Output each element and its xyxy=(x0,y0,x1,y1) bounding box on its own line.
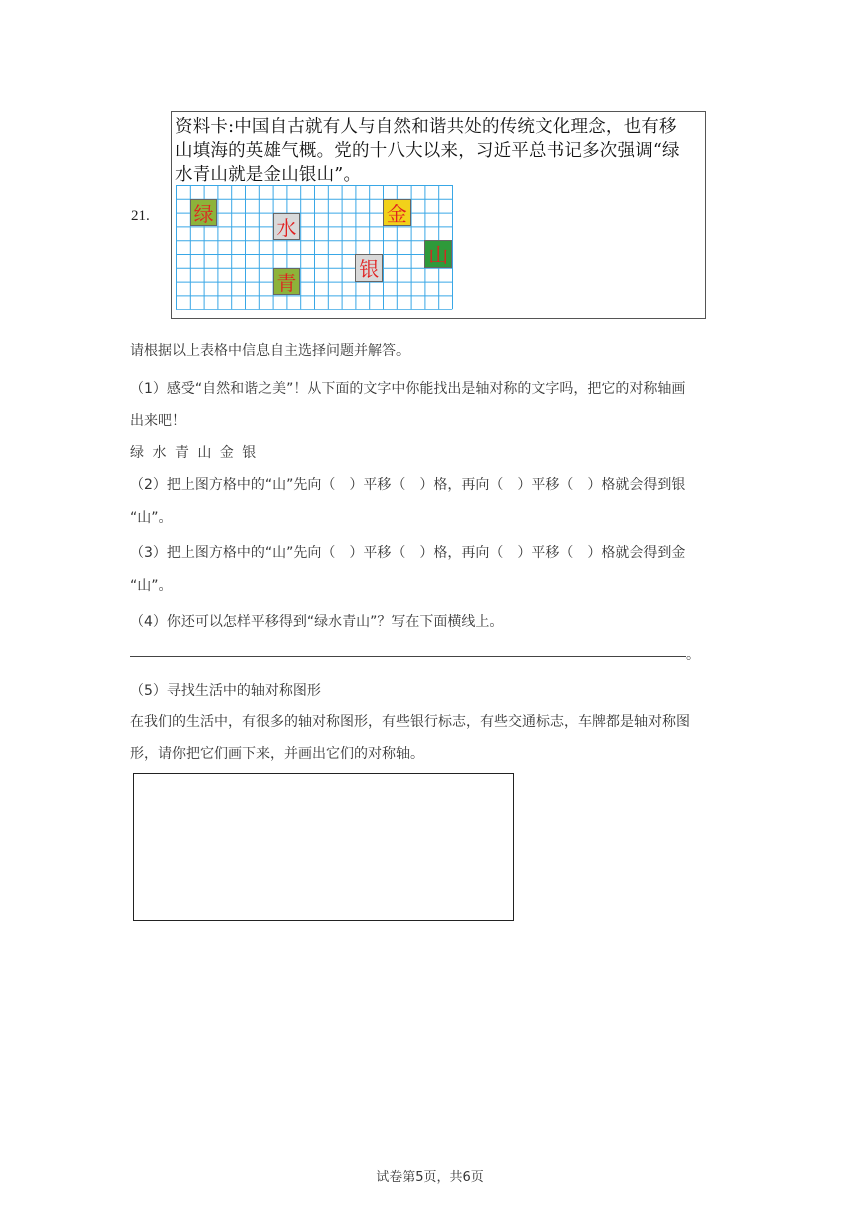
q2-line: （2）把上图方格中的“山”先向（ ）平移（ ）格，再向（ ）平移（ ）格就会得到银 xyxy=(130,477,686,493)
info-card-line: 水青山就是金山银山”。 xyxy=(175,165,362,185)
q1-line: 出来吧！ xyxy=(130,413,186,429)
q3-line: （3）把上图方格中的“山”先向（ ）平移（ ）格，再向（ ）平移（ ）格就会得到金 xyxy=(130,545,686,561)
page-footer: 试卷第5页，共6页 xyxy=(376,1170,484,1185)
grid-character: 绿 xyxy=(190,199,218,227)
grid-character: 山 xyxy=(424,240,452,268)
intro-text: 请根据以上表格中信息自主选择问题并解答。 xyxy=(130,343,410,359)
q5-title: （5）寻找生活中的轴对称图形 xyxy=(130,683,321,699)
drawing-box[interactable] xyxy=(133,773,514,921)
square-grid xyxy=(176,185,452,309)
answer-line-end: 。 xyxy=(686,647,700,663)
q2-line: “山”。 xyxy=(130,510,173,526)
q4-line: （4）你还可以怎样平移得到“绿水青山”？写在下面横线上。 xyxy=(130,614,504,630)
grid-character: 金 xyxy=(383,199,411,227)
grid-character: 水 xyxy=(273,213,301,241)
q3-line: “山”。 xyxy=(130,578,173,594)
q1-line: （1）感受“自然和谐之美”！从下面的文字中你能找出是轴对称的文字吗，把它的对称轴画 xyxy=(130,381,686,397)
info-card-line: 资料卡:中国自古就有人与自然和谐共处的传统文化理念，也有移 xyxy=(175,117,677,137)
q5-line: 形，请你把它们画下来，并画出它们的对称轴。 xyxy=(130,746,424,762)
info-card-line: 山填海的英雄气概。党的十八大以来，习近平总书记多次强调“绿 xyxy=(175,141,680,161)
question-number: 21. xyxy=(131,208,150,224)
q1-characters: 绿 水 青 山 金 银 xyxy=(130,445,257,461)
info-card-text xyxy=(175,115,705,187)
q5-line: 在我们的生活中，有很多的轴对称图形，有些银行标志，有些交通标志，车牌都是轴对称图 xyxy=(130,714,690,730)
grid-character: 银 xyxy=(355,254,383,282)
grid-character: 青 xyxy=(273,268,301,296)
answer-line[interactable] xyxy=(130,655,686,657)
grid-lines xyxy=(176,185,453,310)
